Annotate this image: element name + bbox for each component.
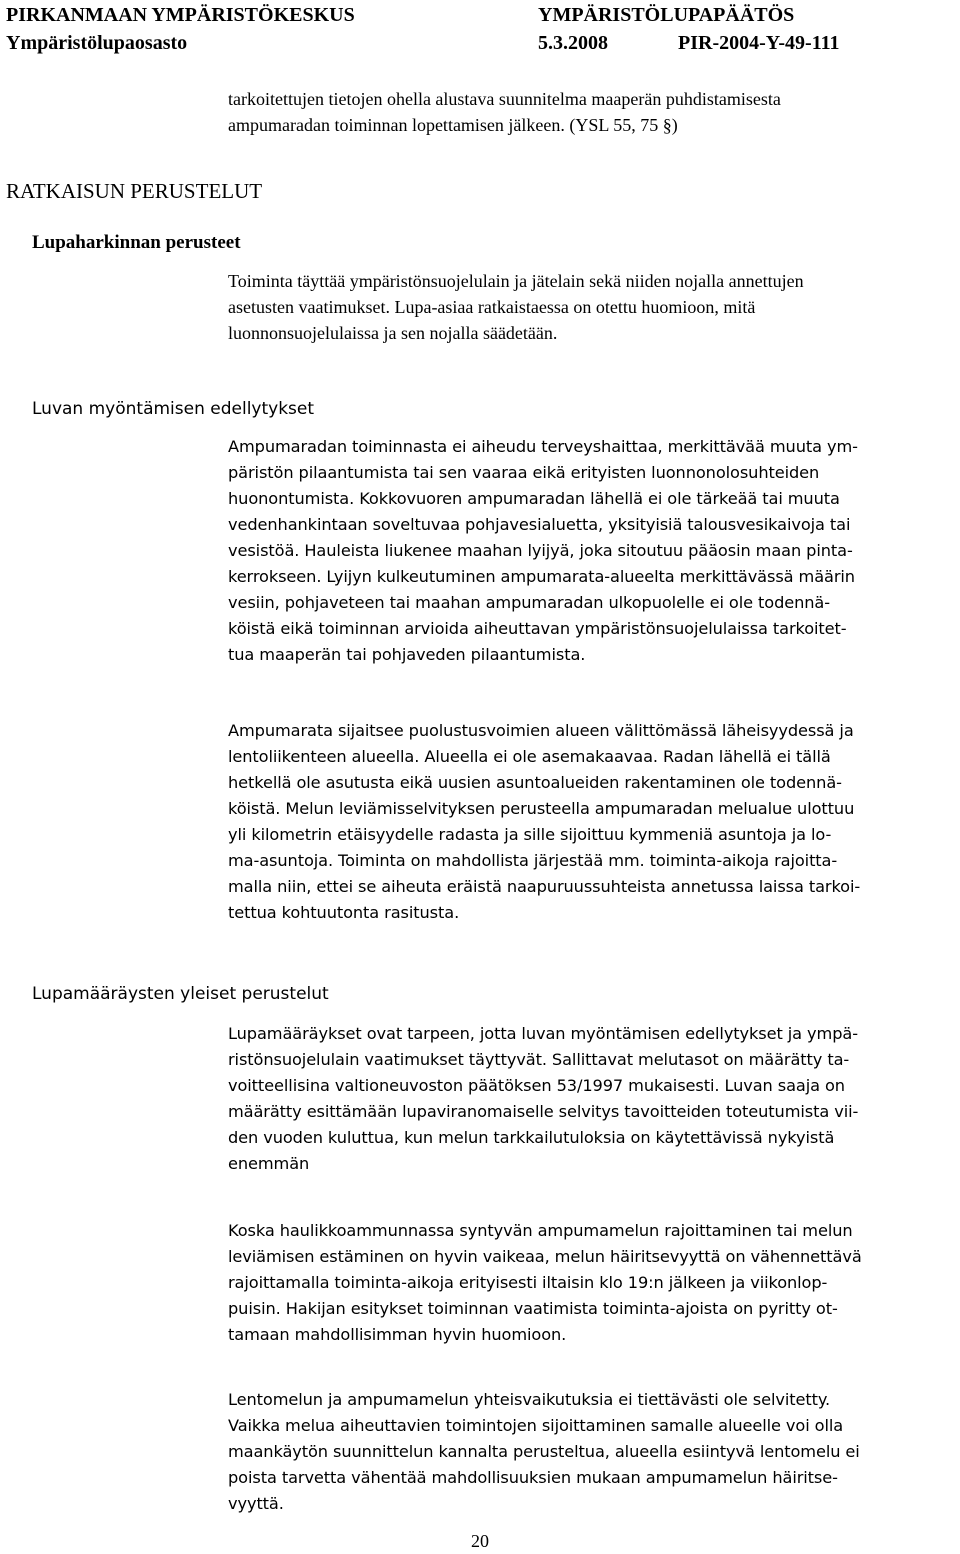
section-edellytykset-paragraph-2: Ampumarata sijaitsee puolustusvoimien alueen välittömässä läheisyydessä ja lentoliikenteen alueella. Alueella ei ole asemakaavaa. Radan lähellä ei tällä hetkellä ole asutusta eikä uusien asuntoalueiden rakentaminen ole todennä- köistä. Melun leviämisselvityksen perusteella ampumaradan melualue ulottuu yli kilometrin etäisyydelle radasta ja sille sijoittuu kymmeniä asuntoja ja lo- ma-asuntoja. Toiminta on mahdollista järjestää mm. toiminta-aikoja rajoitta- malla niin, ettei se aiheuta eräistä naapuruussuhteista annetussa laissa tarkoi- tettua kohtuutonta rasitusta. [228, 721, 861, 922]
header-row-top [6, 2, 956, 30]
section-perustelut-paragraph-2: Koska haulikkoammunnassa syntyvän ampumamelun rajoittaminen tai melun leviämisen estäminen on hyvin vaikeaa, melun häiritsevyyttä on vähennettävä rajoittamalla toiminta-aikoja erityisesti iltaisin klo 19:n jälkeen ja viikonlop- puisin. Hakijan esitykset toiminnan vaatimista toiminta-ajoista on pyritty ot- tamaan mahdollisimman hyvin huomioon. [228, 1221, 862, 1344]
section-perustelut-paragraph-1: Lupamääräykset ovat tarpeen, jotta luvan myöntämisen edellytykset ja ympä- ristönsuojelulain vaatimukset täyttyvät. Sallittavat melutasot on määrätty ta- voitteellisina valtioneuvoston päätöksen 53/1997 mukaisesti. Luvan saaja on määrätty esittämään lupaviranomaiselle selvitys tavoitteiden toteutumista vii- den vuoden kuluttua, kun melun tarkkailutuloksia on käytettävissä nykyistä enemmän [228, 1024, 859, 1173]
header-doc-type: YMPÄRISTÖLUPAPÄÄTÖS [538, 4, 795, 26]
intro-paragraph: tarkoitettujen tietojen ohella alustava suunnitelma maaperän puhdistamisesta ampumaradan toiminnan lopettamisen jälkeen. (YSL 55, 75 §) [228, 89, 781, 135]
header-doc-number: PIR-2004-Y-49-111 [678, 32, 840, 54]
page-number: 20 [471, 1531, 489, 1551]
main-heading: RATKAISUN PERUSTELUT [6, 179, 263, 203]
header-department: Ympäristölupaosasto [6, 32, 188, 54]
header-org: PIRKANMAAN YMPÄRISTÖKESKUS [6, 4, 355, 26]
header-date: 5.3.2008 [538, 32, 608, 54]
section-perustelut-paragraph-3: Lentomelun ja ampumamelun yhteisvaikutuksia ei tiettävästi ole selvitetty. Vaikka melua aiheuttavien toimintojen sijoittaminen samalle alueelle voi olla maankäytön suunnittelun kannalta perusteltua, alueella esiintyvä lentomelu ei poista tarvetta vähentää mahdollisuuksien mukaan ampumamelun häiritse- vyyttä. [228, 1390, 860, 1513]
section-heading-lupaharkinta: Lupaharkinnan perusteet [32, 232, 241, 253]
section-heading-edellytykset: Luvan myöntämisen edellytykset [32, 399, 315, 419]
section-lupaharkinta-paragraph: Toiminta täyttää ympäristönsuojelulain ja jätelain sekä niiden nojalla annettujen asetusten vaatimukset. Lupa-asiaa ratkaistaessa on otettu huomioon, mitä luonnonsuojelulaissa ja sen nojalla säädetään. [228, 271, 804, 343]
section-heading-perustelut: Lupamääräysten yleiset perustelut [32, 984, 329, 1004]
section-edellytykset-paragraph-1: Ampumaradan toiminnasta ei aiheudu terveyshaittaa, merkittävää muuta ym- päristön pilaantumista tai sen vaaraa eikä erityisten luonnonolosuhteiden huonontumista. Kokkovuoren ampumaradan lähellä ei ole tärkeää tai muuta vedenhankintaan soveltuvaa pohjavesialuetta, yksityisiä talousvesikaivoja tai vesistöä. Hauleista liukenee maahan lyijyä, joka sitoutuu pääosin maan pinta- kerrokseen. Lyijyn kulkeutuminen ampumarata-alueelta merkittävässä määrin vesiin, pohjaveteen tai maahan ampumaradan ulkopuolelle ei ole todennä- köistä eikä toiminnan arvioida aiheuttavan ympäristönsuojelulaissa tarkoitet- tua maaperän tai pohjaveden pilaantumista. [228, 437, 858, 664]
header-row-bottom [6, 30, 956, 58]
page-header [6, 2, 956, 58]
